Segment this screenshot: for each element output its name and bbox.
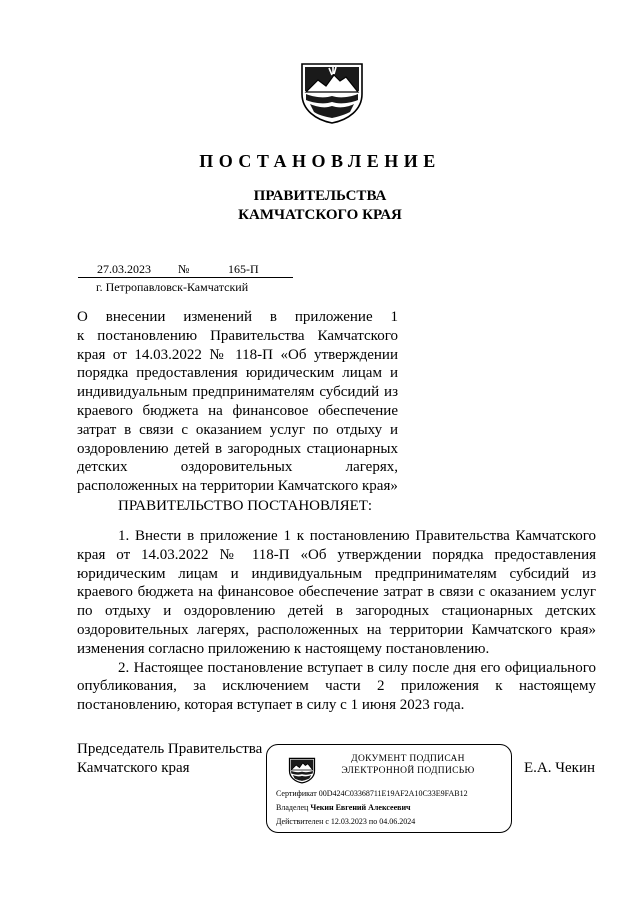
decree-heading: ПРАВИТЕЛЬСТВО ПОСТАНОВЛЯЕТ: <box>118 498 373 514</box>
stamp-certificate-label: Сертификат <box>276 789 317 798</box>
document-title: ПОСТАНОВЛЕНИЕ <box>199 151 441 171</box>
subject-line: к постановлению Правительства Камчатского <box>77 327 398 344</box>
subject-line: затрат в связи с оказанием услуг по отдыху и <box>77 421 398 438</box>
body-line: по отдыху и оздоровлению детей в загородных стационарных детских <box>77 603 596 620</box>
body-line: 1. Внести в приложение 1 к постановлению Правительства Камчатского <box>118 528 596 544</box>
government-line-1: ПРАВИТЕЛЬСТВА <box>253 188 387 204</box>
stamp-validity: Действителен с 12.03.2023 по 04.06.2024 <box>276 817 416 826</box>
number-sign: № <box>178 262 190 276</box>
stamp-certificate <box>276 789 468 798</box>
signer-position-line-2: Камчатского края <box>77 760 190 776</box>
stamp-emblem-icon <box>287 756 317 784</box>
subject-block <box>77 308 398 496</box>
subject-line: края от 14.03.2022 № 118-П «Об утверждении <box>77 346 398 363</box>
body-line: края от 14.03.2022 № 118-П «Об утверждении порядка предоставления <box>77 546 596 563</box>
electronic-signature-stamp <box>266 744 512 833</box>
subject-line: О внесении изменений в приложение 1 <box>77 309 398 325</box>
subject-line: оздоровлению детей в загородных стационарных <box>77 440 398 457</box>
stamp-owner-value: Чекин Евгений Алексеевич <box>310 803 411 812</box>
document-number: 165-П <box>228 262 259 276</box>
body-line: опубликования, за исключением части 2 приложения к настоящему <box>77 678 596 695</box>
subject-line: индивидуальным предпринимателям субсидий из <box>77 384 398 401</box>
body-line: юридическим лицам и индивидуальным предпринимателям субсидий из <box>77 565 596 582</box>
document-date: 27.03.2023 <box>97 262 151 276</box>
body-line: краевого бюджета на финансовое обеспечение затрат в связи с оказанием услуг <box>77 584 596 601</box>
stamp-certificate-value: 00D424C03368711E19AF2A10C33E9FAB12 <box>318 789 468 798</box>
signer-position-line-1: Председатель Правительства <box>77 741 263 757</box>
subject-line: порядка предоставления юридическим лицам и <box>77 365 398 382</box>
subject-line: краевого бюджета на финансовое обеспечение <box>77 402 398 419</box>
stamp-header-line-2: ЭЛЕКТРОННОЙ ПОДПИСЬЮ <box>341 766 475 776</box>
stamp-owner-label: Владелец <box>276 803 309 812</box>
date-number-line <box>78 262 293 278</box>
body-line: постановлению, которая вступает в силу с 1 июня 2023 года. <box>77 697 465 714</box>
signer-name: Е.А. Чекин <box>524 760 595 776</box>
stamp-owner <box>276 803 411 812</box>
city: г. Петропавловск-Камчатский <box>96 280 249 294</box>
coat-of-arms-icon <box>296 60 368 124</box>
government-line-2: КАМЧАТСКОГО КРАЯ <box>238 207 402 223</box>
body-line: оздоровительных лагерях, расположенных на территории Камчатского края» <box>77 621 596 638</box>
subject-line: детских оздоровительных лагерях, <box>77 459 398 476</box>
body-text <box>77 527 596 715</box>
subject-line: расположенных на территории Камчатского края» <box>77 478 398 495</box>
stamp-header-line-1: ДОКУМЕНТ ПОДПИСАН <box>351 754 465 764</box>
body-line: 2. Настоящее постановление вступает в силу после дня его официального <box>118 659 596 676</box>
body-line: изменения согласно приложению к настоящему постановлению. <box>77 640 490 657</box>
